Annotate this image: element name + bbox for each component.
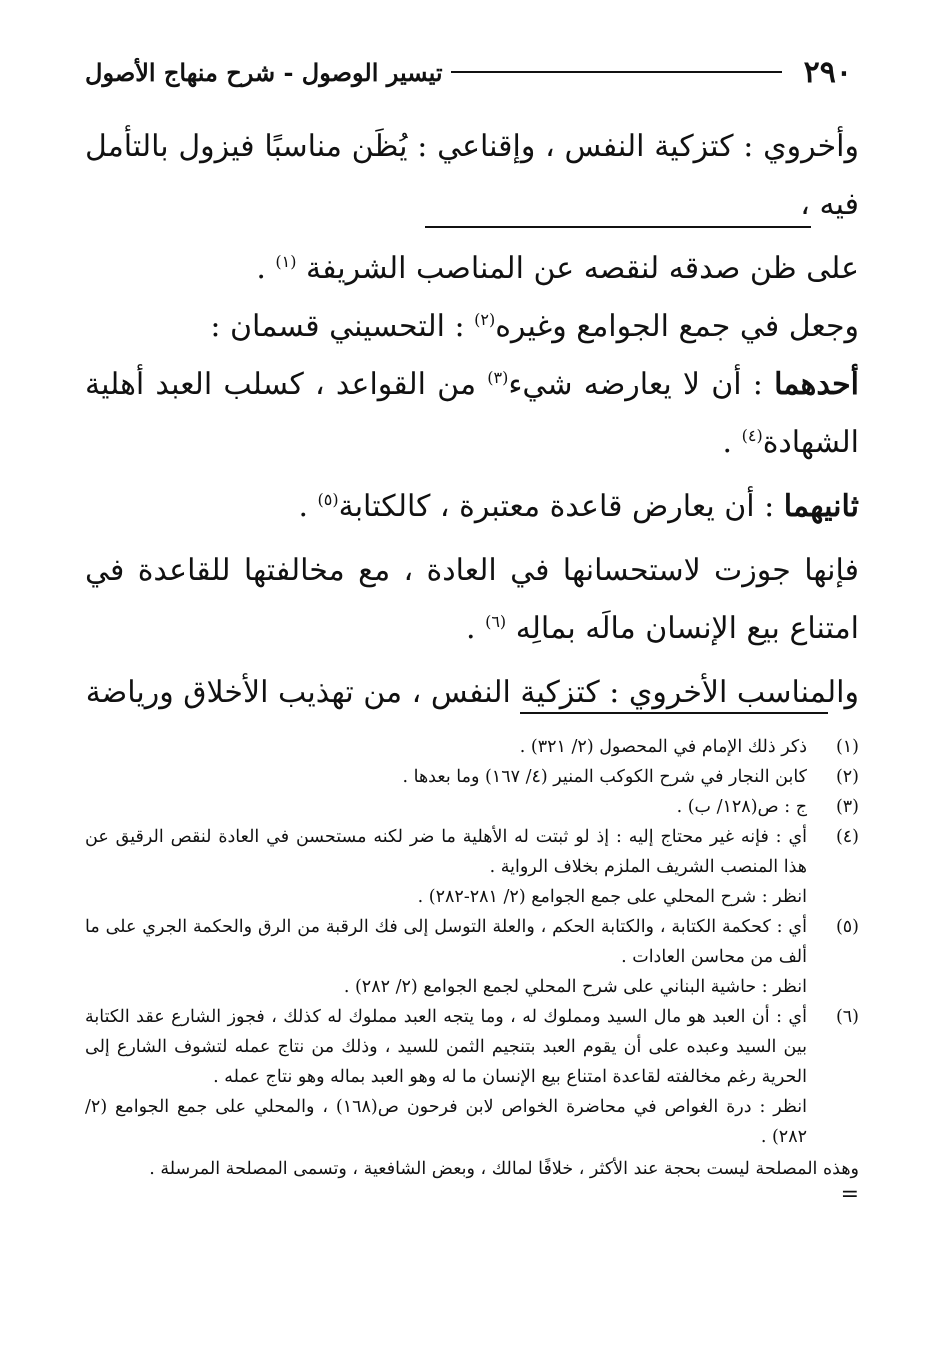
paragraph-2 <box>85 240 859 298</box>
footnote-ref-1[interactable]: (١) <box>275 252 297 271</box>
continuation-mark: = <box>840 1182 859 1207</box>
book-title: تيسير الوصول - شرح منهاج الأصول <box>85 57 443 87</box>
footnote-text: كابن النجار في شرح الكوكب المنير (٤/ ١٦٧) وما بعدها . <box>402 767 807 787</box>
header-rule <box>451 71 782 73</box>
text-span: : أن لا يعارضه شيء <box>508 367 775 402</box>
paragraph-7: والمناسب الأخروي : كتزكية النفس ، من تهذيب الأخلاق ورياضة <box>85 675 859 710</box>
footnote-text: أي : فإنه غير محتاج إليه : إذ لو ثبتت له الأهلية ما ضر لكنه مستحسن في العادة لنقص الرقيق عن هذا المنصب الشريف الملزم بخلاف الرواية . <box>85 827 807 877</box>
footnote-1 <box>85 732 859 762</box>
second-type-label: ثانيهما <box>783 489 859 524</box>
text-span: . <box>256 251 276 286</box>
footnote-ref-5[interactable]: (٥) <box>317 490 339 509</box>
inline-rule <box>425 226 811 228</box>
text-span: على ظن صدقه لنقصه عن المناصب الشريفة <box>306 251 859 286</box>
text-span: وجعل في جمع الجوامع وغيره <box>495 309 859 344</box>
footnote-number: (٣) <box>835 797 859 817</box>
footnote-ref-3[interactable]: (٣) <box>487 368 509 387</box>
footnote-number: (٢) <box>835 767 859 787</box>
running-header <box>85 52 852 92</box>
footnote-5 <box>85 912 859 1002</box>
footnote-reference: انظر : درة الغواص في محاضرة الخواص لابن فرحون ص(١٦٨) ، والمحلي على جمع الجوامع (٢/ ٢٨٢) . <box>85 1097 807 1147</box>
first-type-label: أحدهما <box>774 367 859 402</box>
paragraph-4 <box>85 356 859 472</box>
footnote-text: ج : ص(١٢٨/ ب) . <box>676 797 807 817</box>
footnote-6 <box>85 1002 859 1152</box>
footnotes <box>85 732 859 1206</box>
footnote-separator <box>520 712 828 714</box>
footnote-4 <box>85 822 859 912</box>
footnote-text: أي : أن العبد هو مال السيد ومملوك له ، وما يتجه العبد مملوك له كذلك ، فجوز الشارع عقد الكتابة بين السيد وعبده على أن يقوم العبد بتنجيم الثمن للسيد ، وذلك من نتاج عمله لتشوف الشارع إلى الحرية رغم مخالفته لقاعدة امتناع بيع الإنسان ما له وهو العبد بماله وهو نتاج عمله . <box>85 1007 807 1087</box>
main-text <box>85 118 859 722</box>
footnote-reference: انظر : شرح المحلي على جمع الجوامع (٢/ ٢٨١-٢٨٢) . <box>417 887 807 907</box>
footnote-ref-4[interactable]: (٤) <box>741 426 763 445</box>
footnote-2 <box>85 762 859 792</box>
page-number: ٢٩٠ <box>803 54 852 90</box>
footnote-number: (٥) <box>835 917 859 937</box>
text-span: : أن يعارض قاعدة معتبرة ، كالكتابة <box>338 489 784 524</box>
footnote-continuation: وهذه المصلحة ليست بحجة عند الأكثر ، خلافًا لمالك ، وبعض الشافعية ، وتسمى المصلحة المرسلة . <box>149 1159 859 1179</box>
paragraph-5 <box>85 478 859 536</box>
footnote-text: أي : كحكمة الكتابة ، والكتابة الحكم ، والعلة التوسل إلى فك الرقبة من الرق والحكمة الجري على ما ألف من محاسن العادات . <box>85 917 807 967</box>
paragraph-3 <box>85 298 859 356</box>
paragraph-1: وأخروي : كتزكية النفس ، وإقناعي : يُظَن مناسبًا فيزول بالتأمل فيه ، <box>85 129 859 222</box>
text-span: : التحسيني قسمان : <box>210 309 475 344</box>
footnote-number: (٦) <box>835 1007 859 1027</box>
footnote-number: (٤) <box>835 827 859 847</box>
text-span: من القواعد ، كسلب العبد أهلية الشهادة <box>85 367 859 460</box>
footnote-number: (١) <box>835 737 859 757</box>
paragraph-6 <box>85 542 859 658</box>
text-span: . <box>465 611 486 646</box>
text-span: . <box>298 489 318 524</box>
text-span: فإنها جوزت لاستحسانها في العادة ، مع مخالفتها للقاعدة في امتناع بيع الإنسان مالَه بمالِه <box>85 553 859 646</box>
footnote-text: ذكر ذلك الإمام في المحصول (٢/ ٣٢١) . <box>519 737 807 757</box>
footnote-reference: انظر : حاشية البناني على شرح المحلي لجمع الجوامع (٢/ ٢٨٢) . <box>343 977 807 997</box>
footnote-3 <box>85 792 859 822</box>
text-span: . <box>722 425 742 460</box>
footnote-ref-6[interactable]: (٦) <box>485 612 507 631</box>
footnote-ref-2[interactable]: (٢) <box>474 310 496 329</box>
